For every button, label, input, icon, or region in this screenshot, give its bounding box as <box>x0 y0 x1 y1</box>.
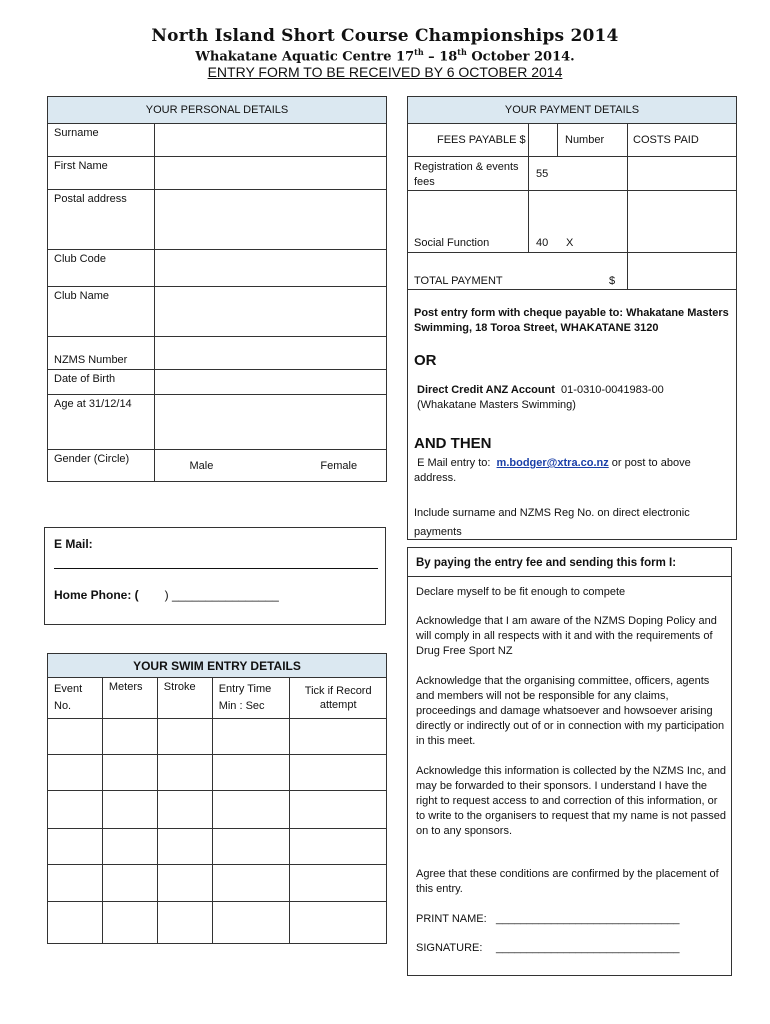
include-note: Include surname and NZMS Reg No. on direct electronic payments <box>414 507 690 538</box>
nzms-label: NZMS Number <box>48 337 155 370</box>
age-field[interactable] <box>155 395 387 450</box>
col-time: Entry Time Min : Sec <box>212 678 290 719</box>
entry-row <box>48 791 387 829</box>
postal-field[interactable] <box>155 190 387 250</box>
col-record: Tick if Record attempt <box>290 678 387 719</box>
col-meters: Meters <box>102 678 157 719</box>
first-name-label: First Name <box>48 157 155 190</box>
swim-heading: YOUR SWIM ENTRY DETAILS <box>48 654 387 678</box>
costs-label: COSTS PAID <box>633 134 699 146</box>
post-instructions: Post entry form with cheque payable to: Whakatane Masters Swimming, 18 Toroa Street, WHAKATANE 3120 <box>414 307 729 334</box>
entry-row <box>48 755 387 791</box>
swim-entry-table <box>47 653 387 944</box>
signature-label: SIGNATURE: <box>416 942 483 954</box>
dob-label: Date of Birth <box>48 370 155 395</box>
number-label: Number <box>565 134 605 146</box>
club-name-field[interactable] <box>155 287 387 337</box>
col-event: Event No. <box>48 678 103 719</box>
or-label: OR <box>414 352 437 369</box>
nzms-field[interactable] <box>155 337 387 370</box>
col-stroke: Stroke <box>157 678 212 719</box>
venue-dates: Whakatane Aquatic Centre 17th – 18th October 2014. <box>195 47 575 65</box>
direct-credit: Direct Credit ANZ Account 01-0310-0041983-00 <box>417 384 664 396</box>
entry-deadline: ENTRY FORM TO BE RECEIVED BY 6 OCTOBER 2014 <box>207 64 563 80</box>
signature-line[interactable]: ______________________________ <box>496 942 680 954</box>
social-x: X <box>566 237 574 249</box>
surname-field[interactable] <box>155 124 387 157</box>
declaration-doping: Acknowledge that I am aware of the NZMS Doping Policy and will comply in all respects with it and with the requirements of Drug Free Sport NZ <box>416 615 717 657</box>
first-name-field[interactable] <box>155 157 387 190</box>
dob-field[interactable] <box>155 370 387 395</box>
email-link[interactable]: m.bodger@xtra.co.nz <box>496 457 609 469</box>
declaration-heading: By paying the entry fee and sending this form I: <box>416 557 677 569</box>
and-then-label: AND THEN <box>414 435 492 452</box>
print-name-label: PRINT NAME: <box>416 913 487 925</box>
club-code-field[interactable] <box>155 250 387 287</box>
entry-row <box>48 902 387 944</box>
gender-female[interactable]: Female <box>320 459 358 472</box>
personal-heading: YOUR PERSONAL DETAILS <box>48 97 387 124</box>
total-currency: $ <box>609 275 616 287</box>
entry-row <box>48 719 387 755</box>
entry-row <box>48 865 387 902</box>
gender-male[interactable]: Male <box>189 459 214 472</box>
total-label: TOTAL PAYMENT <box>414 275 503 287</box>
reg-amount: 55 <box>536 168 549 180</box>
gender-label: Gender (Circle) <box>48 450 155 482</box>
form-title: North Island Short Course Championships 2014 <box>151 26 619 46</box>
personal-details-table <box>47 96 387 482</box>
entry-row <box>48 829 387 865</box>
payment-heading: YOUR PAYMENT DETAILS <box>407 96 737 124</box>
club-name-label: Club Name <box>48 287 155 337</box>
contact-box <box>44 527 386 625</box>
declaration-box <box>407 547 732 976</box>
email-label: E Mail: <box>54 537 93 551</box>
fees-label: FEES PAYABLE $ <box>437 134 526 146</box>
declaration-liability: Acknowledge that the organising committee, officers, agents and members will not be responsible for any claims, proceedings and damage whatsoever and howsoever arising directly or indirectly out of or in connection with my participation in this meet. <box>416 675 725 747</box>
surname-label: Surname <box>48 124 155 157</box>
print-name-line[interactable]: ______________________________ <box>496 913 680 925</box>
declaration-privacy: Acknowledge this information is collected by the NZMS Inc, and may be forwarded to their sponsors. I understand I have the right to request access to and correction of this information, or to write to the organisers to request that my name is not passed on to any sponsors. <box>416 765 726 837</box>
phone-label[interactable]: Home Phone: ( ) ________________ <box>54 588 279 602</box>
social-label: Social Function <box>414 237 490 249</box>
declaration-agree: Agree that these conditions are confirmed by the placement of this entry. <box>416 868 719 895</box>
declaration-fit: Declare myself to be fit enough to compete <box>416 586 626 598</box>
social-amount: 40 <box>536 237 549 249</box>
reg-label: Registration & events fees <box>414 161 519 188</box>
email-line[interactable] <box>54 568 378 569</box>
club-code-label: Club Code <box>48 250 155 287</box>
gender-field[interactable] <box>155 450 387 482</box>
credit-account-name: (Whakatane Masters Swimming) <box>417 399 576 411</box>
age-label: Age at 31/12/14 <box>48 395 155 450</box>
postal-label: Postal address <box>48 190 155 250</box>
email-entry: E Mail entry to: m.bodger@xtra.co.nz or post to above address. <box>414 457 691 484</box>
